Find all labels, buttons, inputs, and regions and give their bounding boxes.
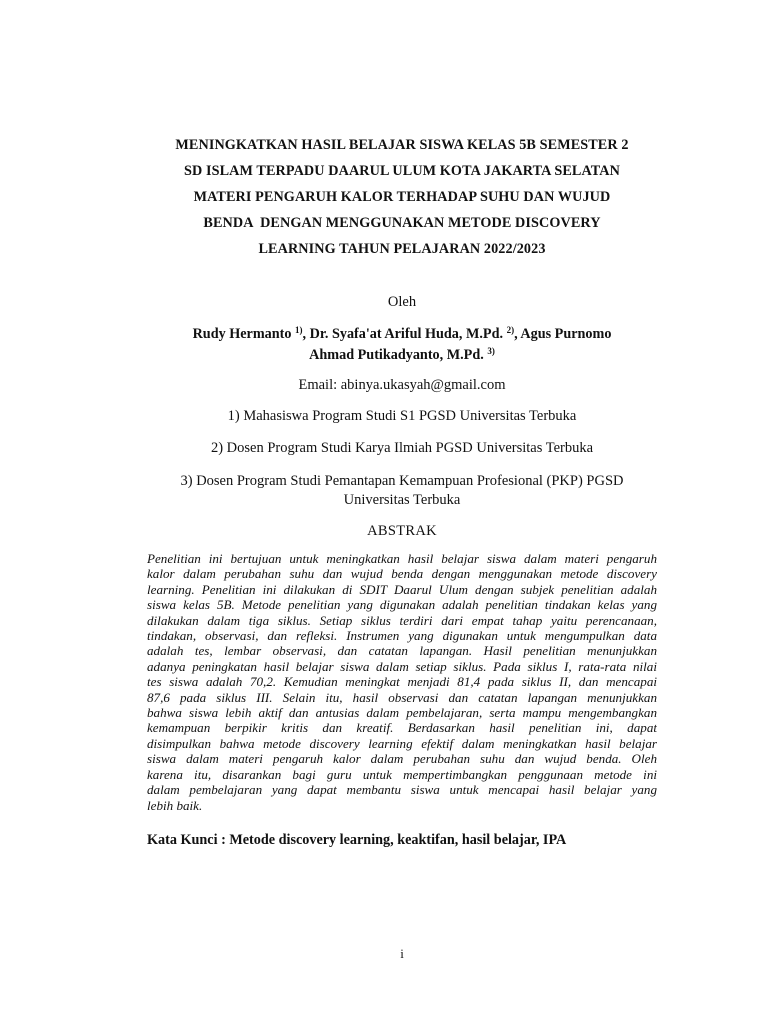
title-line: MATERI PENGARUH KALOR TERHADAP SUHU DAN WUJUD bbox=[193, 189, 611, 205]
author-affiliation-mark: 1) bbox=[295, 325, 303, 335]
author-affiliation-mark: 2) bbox=[506, 325, 515, 335]
author-line bbox=[120, 345, 684, 366]
affiliation-text: Universitas Terbuka bbox=[343, 492, 461, 508]
abstract-line: siswa kelas 5B. Metode penelitian yang digunakan adalah penelitian tindakan kelas yang bbox=[147, 597, 657, 613]
title-line: LEARNING TAHUN PELAJARAN 2022/2023 bbox=[258, 241, 546, 257]
keywords: Kata Kunci : Metode discovery learning, keaktifan, hasil belajar, IPA bbox=[147, 832, 567, 848]
affiliation bbox=[120, 439, 684, 458]
author-name: Rudy Hermanto bbox=[192, 326, 292, 342]
abstract-body bbox=[147, 551, 657, 813]
abstract-line: bahwa siswa lebih aktif dan antusias dalam pembelajaran, serta mampu mengembangkan bbox=[147, 705, 657, 721]
author-name: , Agus Purnomo bbox=[514, 326, 612, 342]
abstract-line: lebih baik. bbox=[147, 797, 203, 813]
title-line: SD ISLAM TERPADU DAARUL ULUM KOTA JAKARTA SELATAN bbox=[184, 163, 620, 179]
author-name: , Dr. Syafa'at Ariful Huda, M.Pd. bbox=[302, 326, 504, 342]
author-affiliation-mark: 3) bbox=[487, 346, 495, 356]
abstract-line: dilakukan dalam tiga siklus. Setiap siklus terdiri dari empat tahap yaitu perencanaan, bbox=[147, 612, 657, 628]
abstract-line: dalam pembelajaran yang dapat membantu siswa untuk mencapai hasil belajar yang bbox=[147, 782, 657, 798]
affiliation bbox=[120, 472, 684, 510]
abstract-line: adalah tes, lembar observasi, dan catatan lapangan. Hasil penelitian menunjukkan bbox=[147, 643, 657, 659]
page-number: i bbox=[400, 946, 404, 961]
author-line bbox=[120, 324, 684, 345]
affiliation-text: 2) Dosen Program Studi Karya Ilmiah PGSD Universitas Terbuka bbox=[210, 440, 594, 456]
affiliation-text: 1) Mahasiswa Program Studi S1 PGSD Universitas Terbuka bbox=[227, 408, 577, 424]
title-line: BENDA DENGAN MENGGUNAKAN METODE DISCOVERY bbox=[203, 215, 601, 231]
by-label: Oleh bbox=[387, 294, 417, 310]
abstract-line: karena itu, disarankan bagi guru untuk mempertimbangkan penggunaan metode ini bbox=[147, 766, 657, 782]
abstract-line: tindakan, observasi, dan refleksi. Instrumen yang digunakan untuk mengumpulkan data bbox=[147, 628, 657, 644]
abstract-line: siswa dalam materi pengaruh kalor dalam perubahan suhu dan wujud benda. Oleh bbox=[147, 751, 657, 767]
affiliation-text: 3) Dosen Program Studi Pemantapan Kemampuan Profesional (PKP) PGSD bbox=[180, 473, 624, 489]
author-name: Ahmad Putikadyanto, M.Pd. bbox=[309, 347, 484, 363]
abstract-line: kalor dalam perubahan suhu dan wujud benda dengan menggunakan metode discovery bbox=[147, 566, 657, 582]
affiliation bbox=[120, 407, 684, 426]
author-list bbox=[120, 324, 684, 366]
paper-title bbox=[120, 132, 684, 262]
abstract-line: kemampuan berpikir kritis dan kreatif. Berdasarkan hasil penelitian ini, dapat bbox=[147, 720, 657, 736]
abstract-line: 87,6 pada siklus III. Selain itu, hasil observasi dan catatan lapangan menunjukkan bbox=[147, 689, 657, 705]
title-line: MENINGKATKAN HASIL BELAJAR SISWA KELAS 5B SEMESTER 2 bbox=[175, 137, 629, 153]
abstract-line: Penelitian ini bertujuan untuk meningkatkan hasil belajar siswa dalam materi pengaruh bbox=[147, 551, 657, 566]
abstract-line: learning. Penelitian ini dilakukan di SDIT Daarul Ulum dengan subjek penelitian adalah bbox=[147, 581, 657, 597]
abstract-heading: ABSTRAK bbox=[367, 523, 437, 539]
author-email: Email: abinya.ukasyah@gmail.com bbox=[298, 377, 506, 393]
abstract-line: tes siswa adalah 70,2. Kemudian meningkat menjadi 81,4 pada siklus II, dan mencapai bbox=[147, 674, 657, 690]
abstract-line: disimpulkan bahwa metode discovery learning efektif dalam meningkatkan hasil belajar bbox=[147, 735, 657, 751]
abstract-line: adanya peningkatan hasil belajar siswa dalam setiap siklus. Pada siklus I, rata-rata nilai bbox=[147, 658, 657, 674]
